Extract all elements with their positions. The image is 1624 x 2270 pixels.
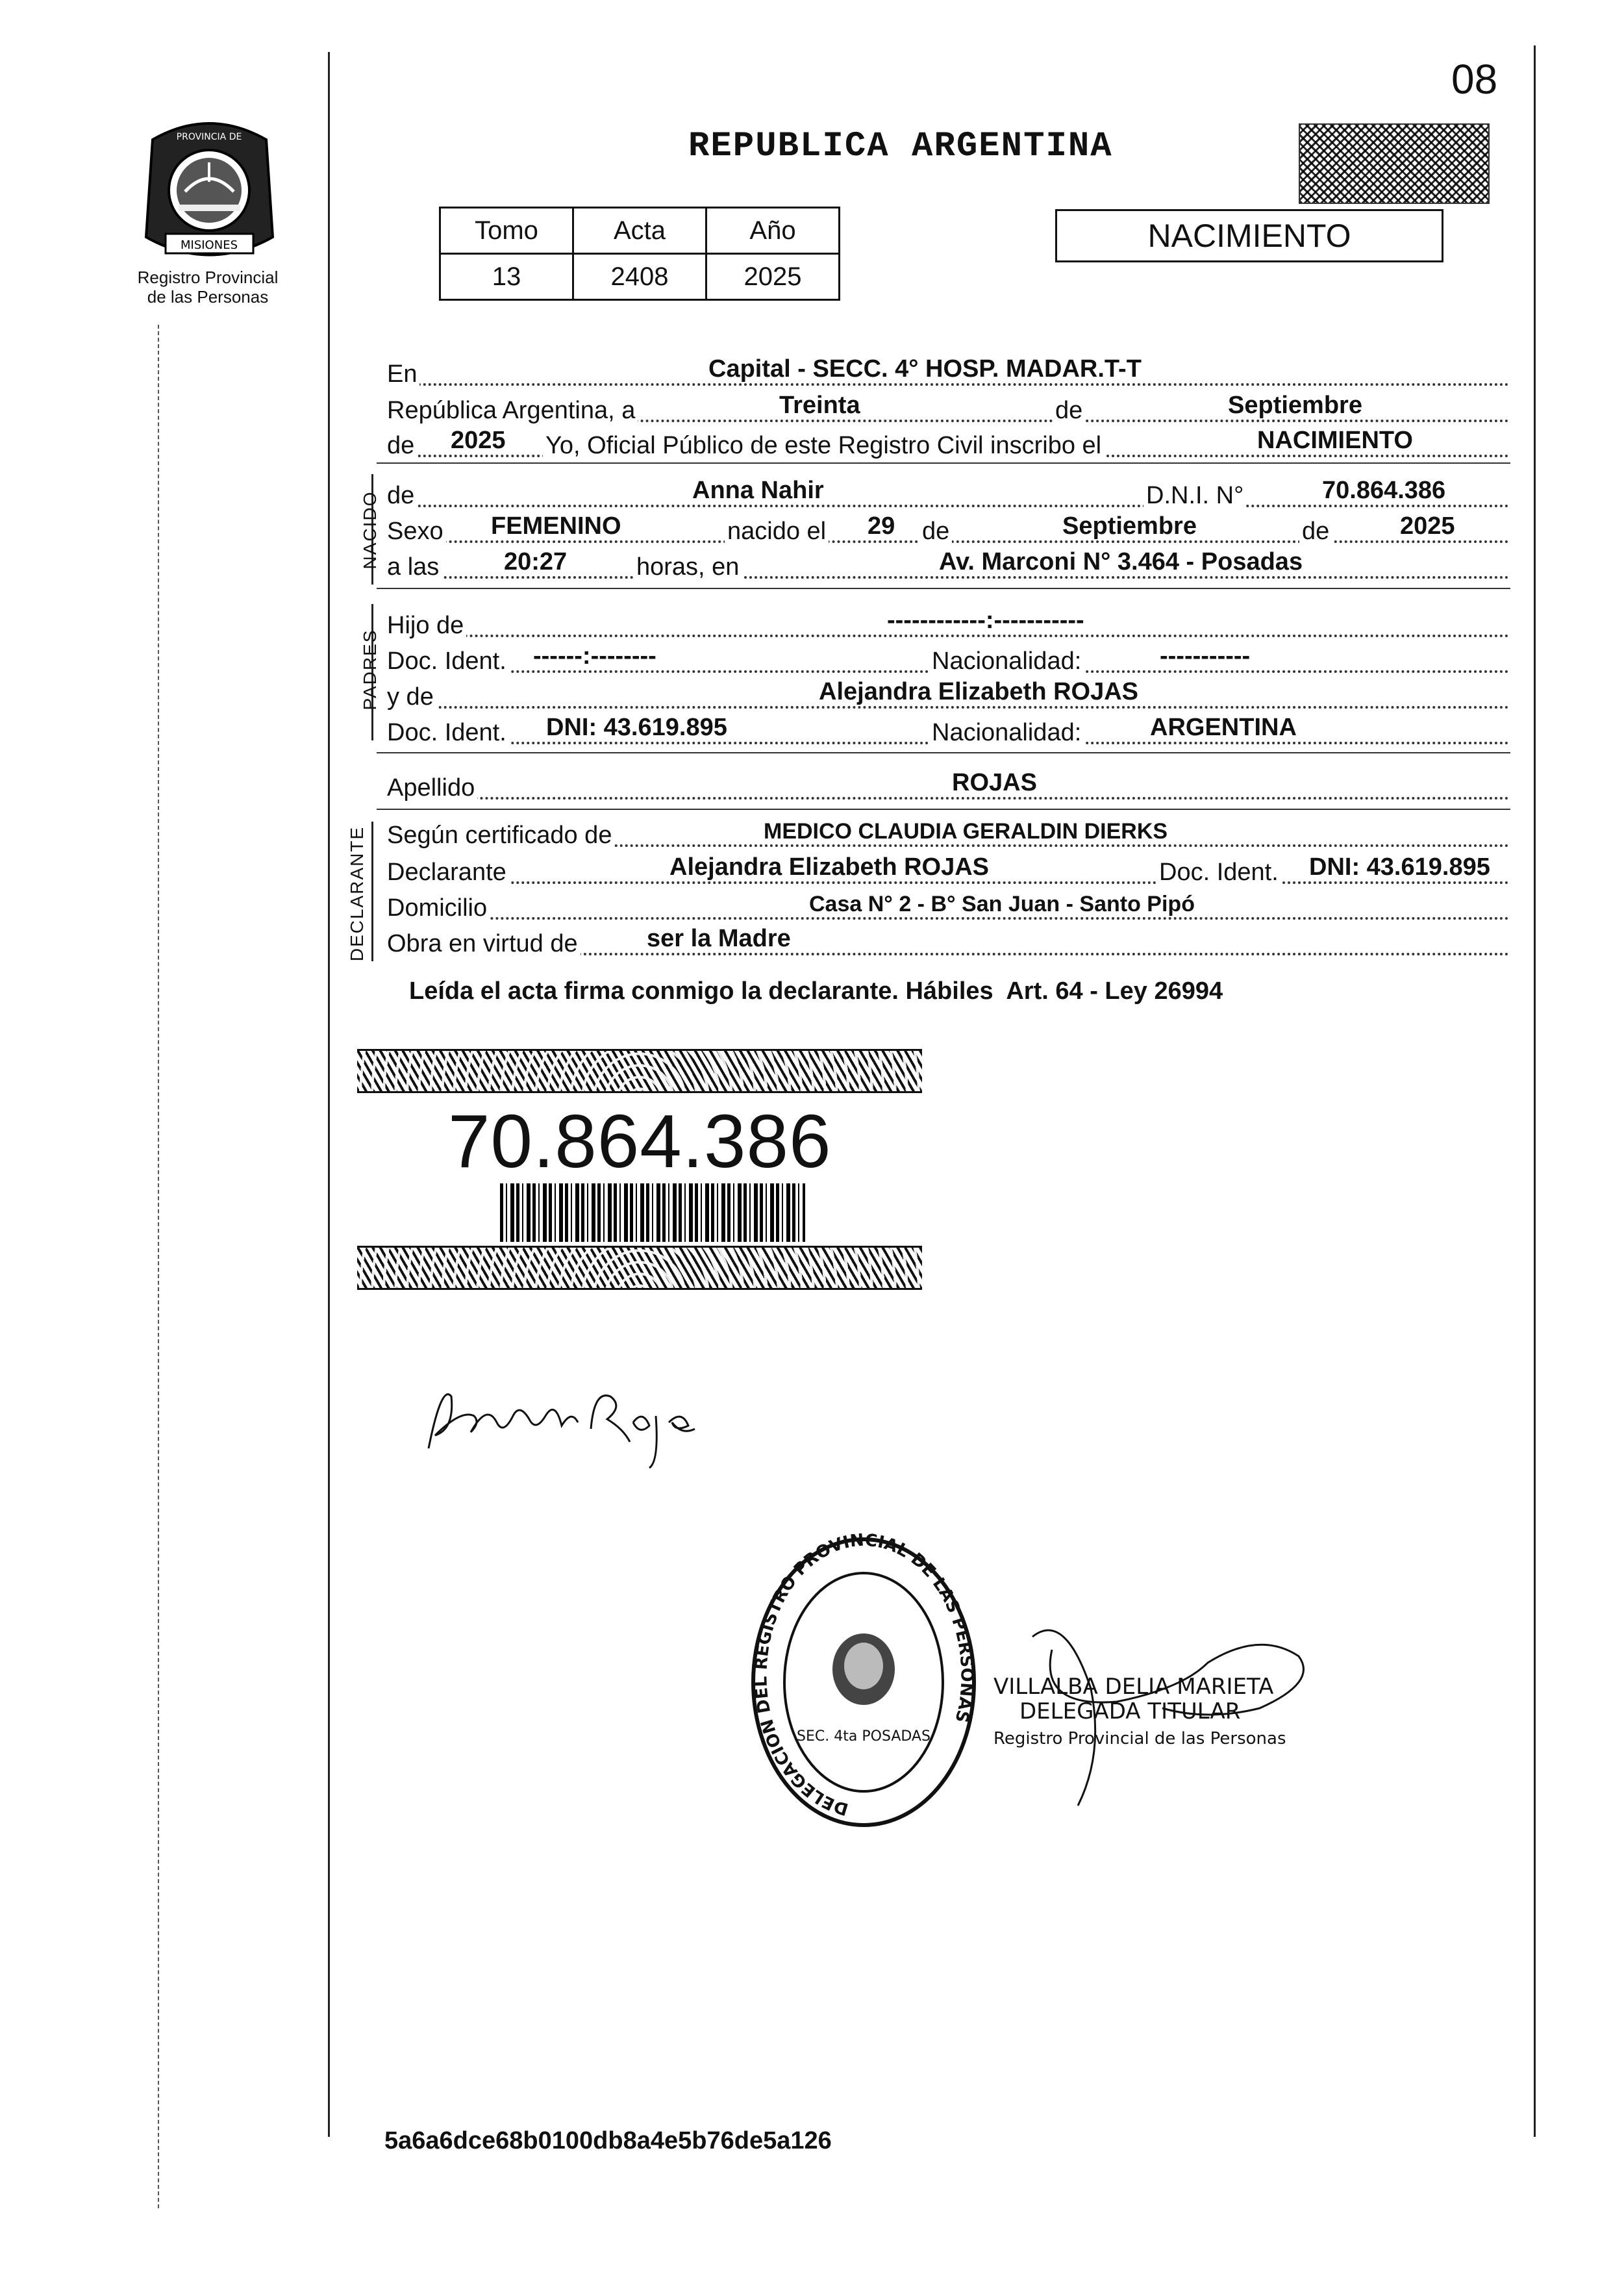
page-number: 08 — [1451, 56, 1498, 103]
section-label-nacido: NACIDO — [360, 490, 380, 570]
barcode-icon — [500, 1183, 805, 1242]
table-value-tomo: 13 — [440, 254, 573, 300]
signature-declarante — [416, 1370, 701, 1474]
row-apellido — [387, 770, 1509, 806]
stamp-ring-text: DELEGACION DEL REGISTRO PROVINCIAL DE LAS PERSONAS — [751, 1533, 977, 1819]
registry-caption: Registro Provincial de las Personas — [137, 268, 279, 307]
value-inscribe: NACIMIENTO — [1257, 427, 1413, 454]
row-domicilio: Domicilio Casa N° 2 - B° San Juan - Santo Pipó — [387, 890, 1509, 926]
security-band-top — [357, 1049, 922, 1093]
divider — [377, 462, 1510, 464]
label-dni: D.N.I. N° — [1143, 482, 1246, 510]
section-label-declarante: DECLARANTE — [347, 826, 367, 962]
value-obra: ser la Madre — [647, 925, 791, 952]
value-mes: Septiembre — [1228, 392, 1362, 419]
value-lugar: Capital - SECC. 4° HOSP. MADAR.T-T — [708, 355, 1142, 383]
stamp-inner-text: SEC. 4ta POSADAS — [797, 1728, 931, 1745]
value-dni: 70.864.386 — [1322, 477, 1446, 504]
tomo-acta-table — [439, 207, 840, 301]
province-seal-icon — [140, 114, 279, 266]
row-declarante: Declarante Alejandra Elizabeth ROJAS Doc. Ident. DNI: 43.619.895 — [387, 854, 1509, 890]
row-doc-padre: Doc. Ident. ------:-------- Nacionalidad: ----------- — [387, 643, 1509, 679]
value-mes-nacimiento: Septiembre — [1062, 512, 1197, 540]
row-republica — [387, 392, 1509, 429]
country-title: REPUBLICA ARGENTINA — [688, 127, 1113, 166]
table-header-acta: Acta — [573, 208, 706, 254]
value-dia: Treinta — [779, 392, 860, 419]
row-anio — [387, 427, 1509, 464]
official-role: DELEGADA TITULAR — [1019, 1698, 1241, 1724]
row-certificado: Según certificado de MEDICO CLAUDIA GERALDIN DIERKS — [387, 817, 1509, 853]
act-type-box: NACIMIENTO — [1055, 209, 1443, 262]
row-en — [387, 356, 1509, 392]
label-de-anio: de — [387, 432, 417, 460]
value-sexo: FEMENINO — [491, 512, 621, 540]
svg-text:PROVINCIA DE: PROVINCIA DE — [176, 132, 242, 142]
value-padre: ------------:----------- — [887, 607, 1084, 634]
table-header-tomo: Tomo — [440, 208, 573, 254]
right-margin-line — [1534, 45, 1536, 2137]
row-doc-madre: Doc. Ident. DNI: 43.619.895 Nacionalidad: ARGENTINA — [387, 714, 1509, 751]
label-republica: República Argentina, a — [387, 397, 638, 425]
barcode-number: 70.864.386 — [448, 1099, 832, 1183]
closing-text: Leída el acta firma conmigo la declarante. Hábiles Art. 64 - Ley 26994 — [409, 977, 1223, 1005]
value-apellido: ROJAS — [952, 769, 1037, 796]
row-hijo-de: Hijo de ------------:----------- — [387, 607, 1509, 644]
table-value-acta: 2408 — [573, 254, 706, 300]
security-band-bottom — [357, 1246, 922, 1290]
label-yo-oficial: Yo, Oficial Público de este Registro Civil inscribo el — [543, 432, 1104, 460]
row-hora: a las 20:27 horas, en Av. Marconi N° 3.464 - Posadas — [387, 549, 1509, 585]
row-obra: Obra en virtud de ser la Madre — [387, 926, 1509, 962]
official-stamp — [747, 1533, 981, 1832]
value-doc-declarante: DNI: 43.619.895 — [1309, 853, 1490, 881]
seal-banner-text: MISIONES — [180, 238, 238, 252]
value-hora: 20:27 — [504, 548, 568, 575]
value-doc-padre: ------:-------- — [533, 642, 656, 670]
table-value-anio: 2025 — [706, 254, 840, 300]
label-en: En — [387, 360, 419, 388]
value-lugar-nacimiento: Av. Marconi N° 3.464 - Posadas — [939, 548, 1303, 575]
official-office: Registro Provincial de las Personas — [993, 1729, 1286, 1748]
value-certificado: MEDICO CLAUDIA GERALDIN DIERKS — [764, 819, 1168, 844]
document-hash: 5a6a6dce68b0100db8a4e5b76de5a126 — [384, 2127, 832, 2154]
value-domicilio: Casa N° 2 - B° San Juan - Santo Pipó — [809, 892, 1195, 916]
value-anio-nacimiento: 2025 — [1400, 512, 1455, 540]
row-sexo: Sexo FEMENINO nacido el 29 de Septiembre de 2025 — [387, 513, 1509, 549]
value-anio: 2025 — [451, 427, 506, 454]
table-header-anio: Año — [706, 208, 840, 254]
left-margin-line — [328, 52, 330, 2137]
label-apellido: Apellido — [387, 774, 477, 802]
official-name: VILLALBA DELIA MARIETA — [993, 1674, 1274, 1700]
security-hologram-icon — [1299, 123, 1490, 204]
left-edge-marks — [158, 325, 159, 2208]
official-name-block — [993, 1674, 1286, 1751]
value-madre: Alejandra Elizabeth ROJAS — [819, 678, 1139, 705]
value-nacionalidad-madre: ARGENTINA — [1150, 714, 1297, 741]
value-declarante: Alejandra Elizabeth ROJAS — [669, 853, 990, 881]
section-label-padres: PADRES — [360, 629, 380, 711]
value-doc-madre: DNI: 43.619.895 — [546, 714, 727, 741]
row-nombre: de Anna Nahir D.N.I. N° 70.864.386 — [387, 477, 1509, 514]
value-nacionalidad-padre: ----------- — [1160, 642, 1251, 670]
value-dia-nacimiento: 29 — [868, 512, 895, 540]
label-de: de — [1053, 397, 1085, 425]
value-nombre: Anna Nahir — [692, 477, 824, 504]
row-y-de: y de Alejandra Elizabeth ROJAS — [387, 679, 1509, 715]
